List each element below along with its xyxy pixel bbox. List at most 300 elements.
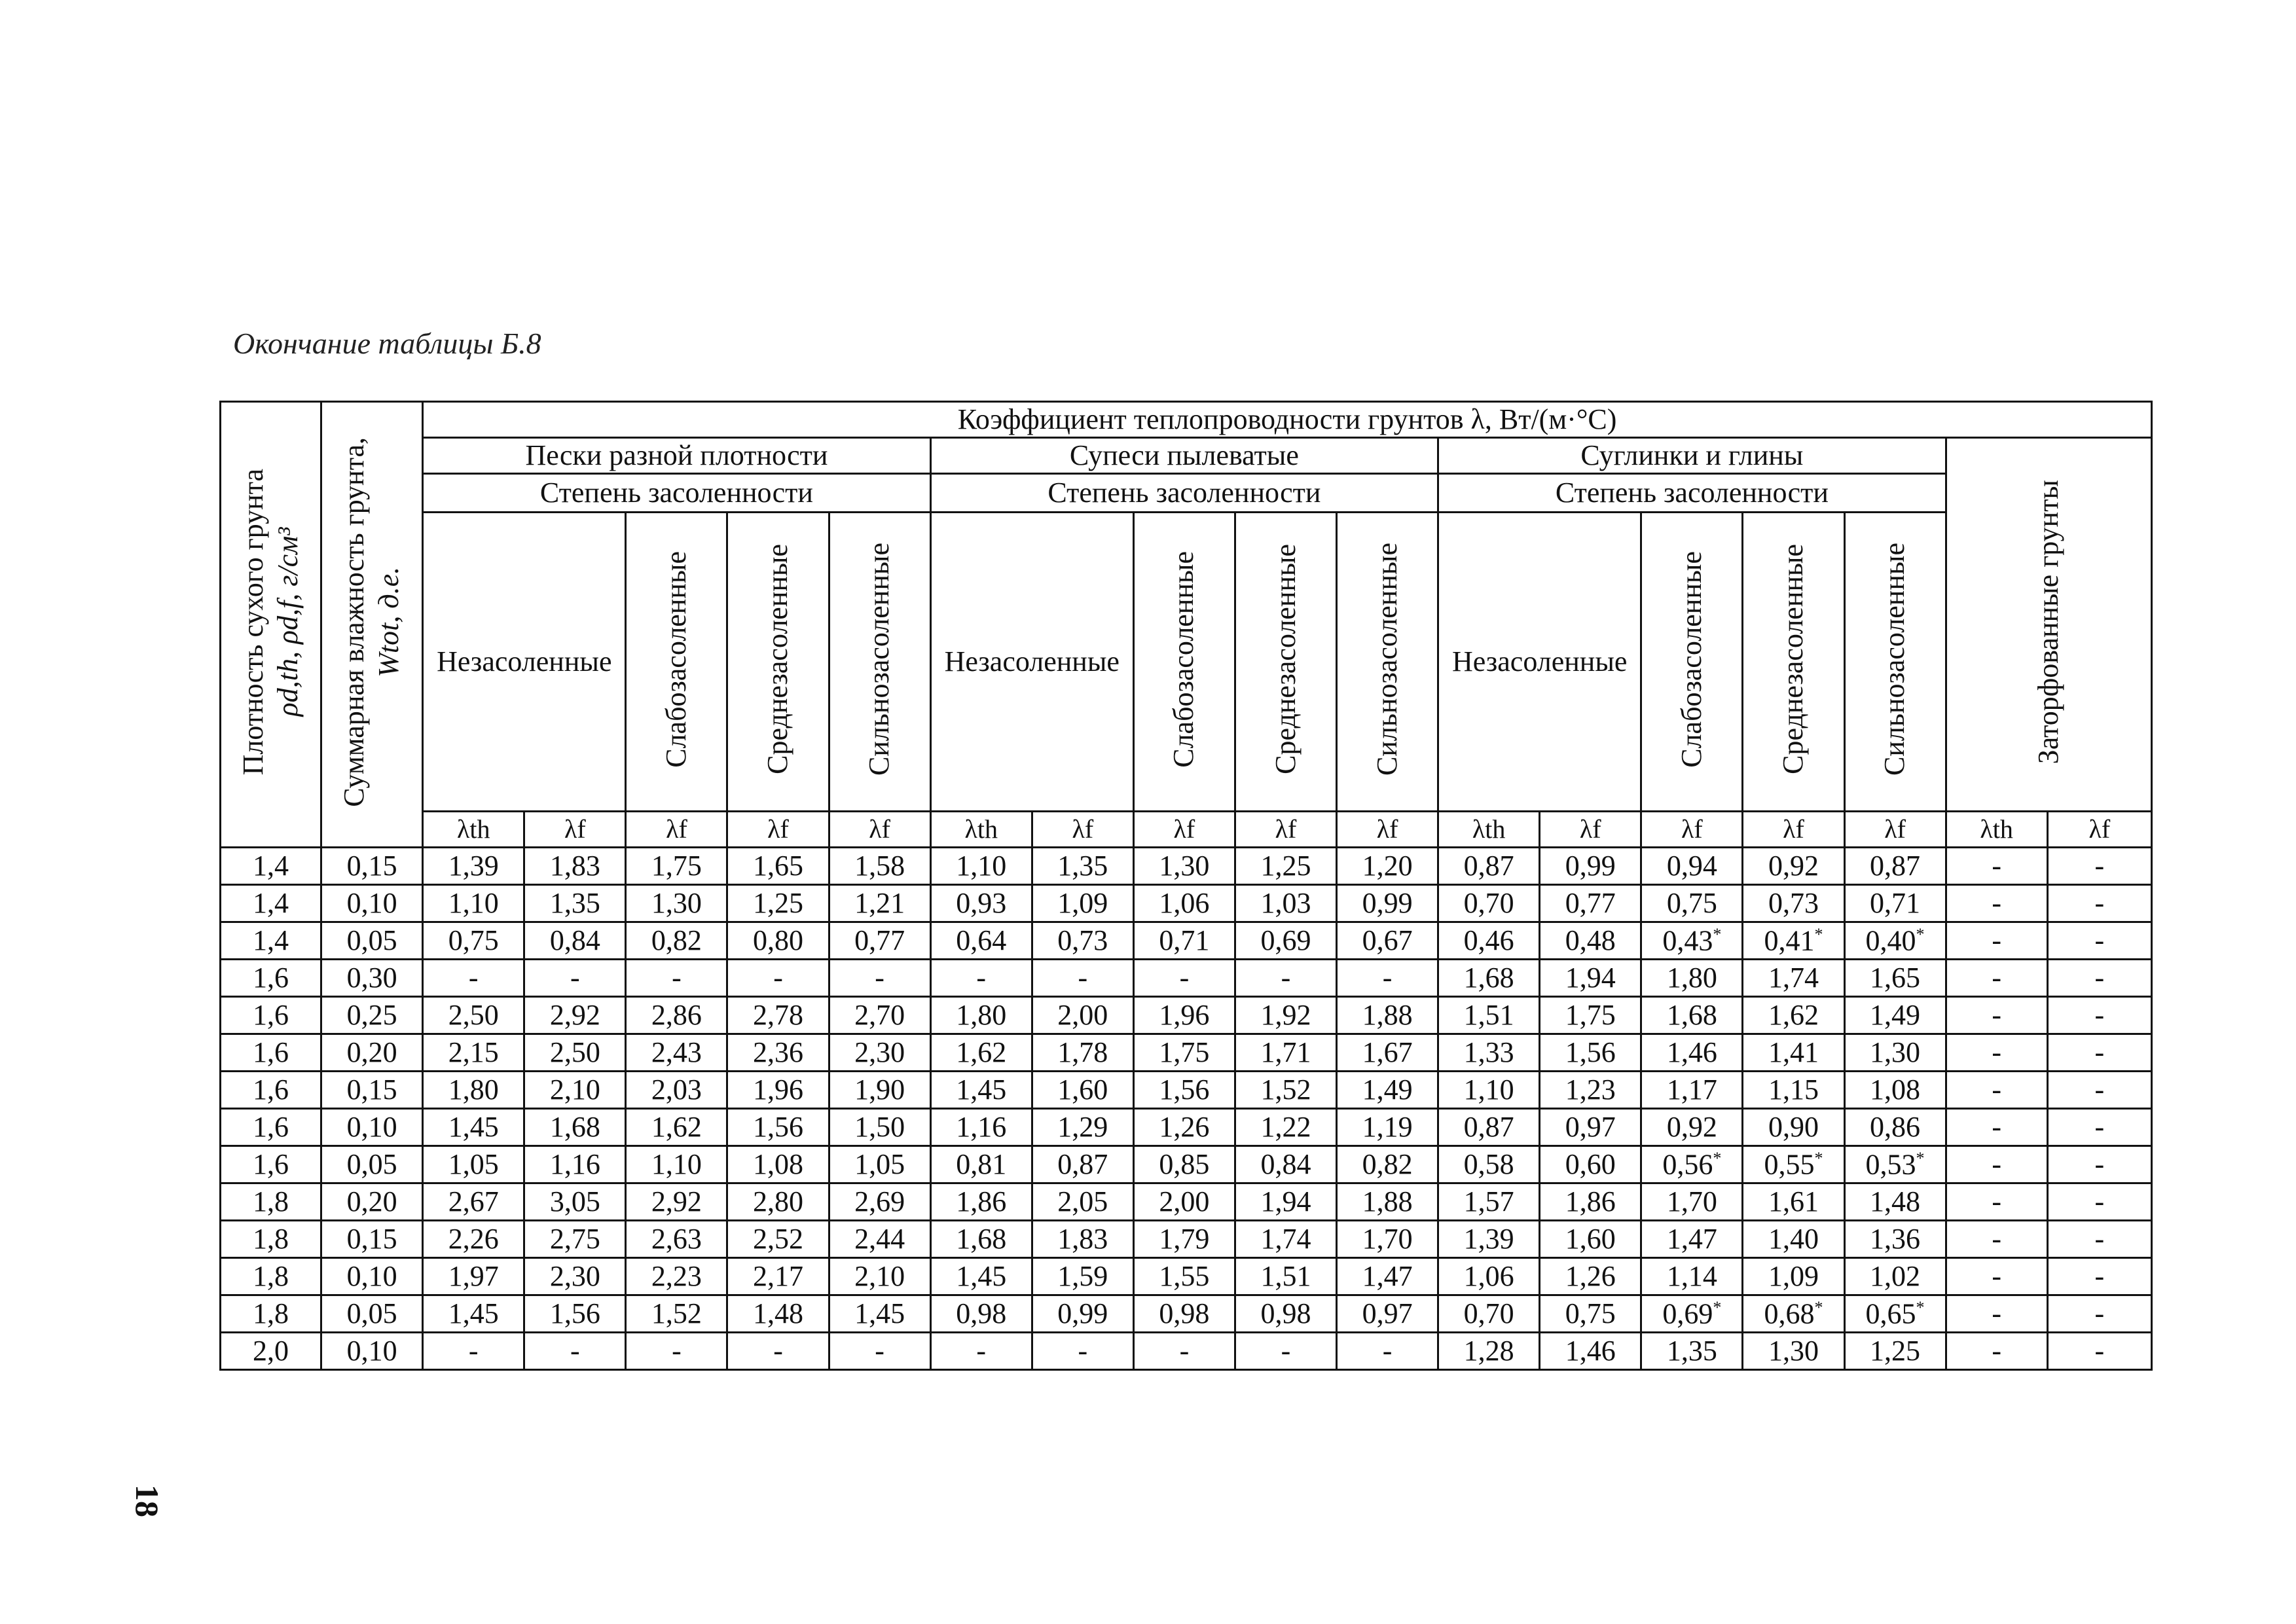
value-cell: - [2047, 1146, 2151, 1183]
value-cell: 1,25 [1844, 1333, 1946, 1370]
salinity-degree-loams: Степень засоленности [1438, 474, 1946, 513]
value-cell: 1,39 [1438, 1221, 1540, 1258]
table-row [221, 1072, 2152, 1109]
value-cell: 1,16 [524, 1146, 626, 1183]
value-cell: 1,10 [1438, 1072, 1540, 1109]
value-cell: 2,80 [727, 1183, 829, 1221]
sands-non-saline: Незасоленные [423, 513, 626, 812]
table-row [221, 1221, 2152, 1258]
value-cell: - [1946, 1146, 2047, 1183]
value-cell: 1,94 [1235, 1183, 1336, 1221]
value-cell: - [1235, 960, 1336, 997]
value-cell: - [829, 960, 930, 997]
value-cell: 0,60 [1540, 1146, 1641, 1183]
value-cell: 1,05 [423, 1146, 524, 1183]
value-cell: 1,35 [1641, 1333, 1743, 1370]
peat-soils-header: Заторфованные грунты [1946, 438, 2151, 812]
value-cell: 0,68* [1743, 1295, 1844, 1333]
value-cell: - [423, 960, 524, 997]
value-cell: - [2047, 1333, 2151, 1370]
value-cell: 1,75 [1540, 997, 1641, 1034]
value-cell: 2,00 [1032, 997, 1133, 1034]
value-cell: 0,69 [1235, 922, 1336, 960]
page-number: 18 [129, 1485, 166, 1517]
moisture-cell: 0,20 [321, 1183, 423, 1221]
value-cell: - [1337, 1333, 1438, 1370]
density-cell: 1,4 [221, 922, 321, 960]
thermal-conductivity-table [219, 401, 2153, 1371]
value-cell: 1,49 [1337, 1072, 1438, 1109]
value-cell: 0,46 [1438, 922, 1540, 960]
value-cell: 1,80 [423, 1072, 524, 1109]
table-row [221, 1034, 2152, 1072]
value-cell: 2,70 [829, 997, 930, 1034]
value-cell: 1,70 [1337, 1221, 1438, 1258]
density-cell: 1,6 [221, 1034, 321, 1072]
value-cell: 0,94 [1641, 848, 1743, 885]
value-cell: 2,52 [727, 1221, 829, 1258]
table-row [221, 1146, 2152, 1183]
value-cell: - [1235, 1333, 1336, 1370]
value-cell: 1,30 [1844, 1034, 1946, 1072]
loams-non-saline: Незасоленные [1438, 513, 1641, 812]
lambda-f: λf [1337, 812, 1438, 848]
value-cell: 2,86 [626, 997, 727, 1034]
table-row [221, 922, 2152, 960]
table-row [221, 1333, 2152, 1370]
value-cell: 0,69* [1641, 1295, 1743, 1333]
value-cell: 1,74 [1743, 960, 1844, 997]
value-cell: 1,14 [1641, 1258, 1743, 1295]
density-cell: 1,8 [221, 1258, 321, 1295]
value-cell: 2,69 [829, 1183, 930, 1221]
value-cell: 0,64 [930, 922, 1032, 960]
value-cell: 1,86 [1540, 1183, 1641, 1221]
value-cell: 1,15 [1743, 1072, 1844, 1109]
value-cell: 1,79 [1133, 1221, 1235, 1258]
moisture-cell: 0,25 [321, 997, 423, 1034]
value-cell: 1,56 [1133, 1072, 1235, 1109]
value-cell: 2,30 [524, 1258, 626, 1295]
value-cell: - [1946, 1221, 2047, 1258]
footnote-marker: * [1814, 1148, 1823, 1168]
sandy-loams-strong-saline: Сильнозасоленные [1337, 513, 1438, 812]
value-cell: - [626, 960, 727, 997]
moisture-cell: 0,05 [321, 1146, 423, 1183]
value-cell: - [1946, 1183, 2047, 1221]
value-cell: - [727, 960, 829, 997]
value-cell: 1,45 [423, 1109, 524, 1146]
value-cell: 0,82 [1337, 1146, 1438, 1183]
value-cell: 0,65* [1844, 1295, 1946, 1333]
value-cell: 1,55 [1133, 1258, 1235, 1295]
salinity-degree-sands: Степень засоленности [423, 474, 930, 513]
moisture-cell: 0,15 [321, 1221, 423, 1258]
value-cell: 1,62 [930, 1034, 1032, 1072]
value-cell: 0,84 [524, 922, 626, 960]
value-cell: 1,50 [829, 1109, 930, 1146]
value-cell: 1,28 [1438, 1333, 1540, 1370]
value-cell: 3,05 [524, 1183, 626, 1221]
sandy-loams-weak-saline: Слабозасоленные [1133, 513, 1235, 812]
value-cell: - [1946, 1034, 2047, 1072]
value-cell: - [524, 1333, 626, 1370]
value-cell: - [2047, 997, 2151, 1034]
density-cell: 2,0 [221, 1333, 321, 1370]
value-cell: - [727, 1333, 829, 1370]
value-cell: - [829, 1333, 930, 1370]
value-cell: 1,68 [930, 1221, 1032, 1258]
value-cell: - [1946, 1333, 2047, 1370]
value-cell: 1,65 [727, 848, 829, 885]
value-cell: 1,06 [1438, 1258, 1540, 1295]
value-cell: 1,46 [1641, 1034, 1743, 1072]
value-cell: 0,98 [1235, 1295, 1336, 1333]
value-cell: 2,63 [626, 1221, 727, 1258]
sands-strong-saline: Сильнозасоленные [829, 513, 930, 812]
density-cell: 1,6 [221, 997, 321, 1034]
density-cell: 1,4 [221, 848, 321, 885]
value-cell: 0,92 [1641, 1109, 1743, 1146]
value-cell: - [524, 960, 626, 997]
table-row [221, 1295, 2152, 1333]
density-header: Плотность сухого грунта ρd,th, ρd,f, г/см³ [221, 402, 321, 848]
value-cell: 1,22 [1235, 1109, 1336, 1146]
lambda-f: λf [1540, 812, 1641, 848]
footnote-marker: * [1916, 1148, 1925, 1168]
value-cell: 1,75 [1133, 1034, 1235, 1072]
table-row [221, 1109, 2152, 1146]
value-cell: 1,33 [1438, 1034, 1540, 1072]
value-cell: 0,67 [1337, 922, 1438, 960]
value-cell: - [2047, 1295, 2151, 1333]
value-cell: 1,75 [626, 848, 727, 885]
value-cell: 1,56 [727, 1109, 829, 1146]
value-cell: 1,88 [1337, 997, 1438, 1034]
value-cell: 1,09 [1743, 1258, 1844, 1295]
value-cell: 1,70 [1641, 1183, 1743, 1221]
value-cell: 1,41 [1743, 1034, 1844, 1072]
density-cell: 1,8 [221, 1221, 321, 1258]
value-cell: 1,68 [1641, 997, 1743, 1034]
value-cell: 0,75 [1540, 1295, 1641, 1333]
value-cell: 0,99 [1337, 885, 1438, 922]
value-cell: - [1946, 885, 2047, 922]
moisture-header: Суммарная влажность грунта, Wtot, д.е. [321, 402, 423, 848]
value-cell: 1,03 [1235, 885, 1336, 922]
value-cell: 2,05 [1032, 1183, 1133, 1221]
value-cell: 2,67 [423, 1183, 524, 1221]
value-cell: 1,30 [626, 885, 727, 922]
value-cell: 1,10 [930, 848, 1032, 885]
density-cell: 1,6 [221, 960, 321, 997]
value-cell: 0,77 [829, 922, 930, 960]
value-cell: - [2047, 1221, 2151, 1258]
value-cell: 1,60 [1540, 1221, 1641, 1258]
value-cell: 1,61 [1743, 1183, 1844, 1221]
footnote-marker: * [1713, 1297, 1722, 1317]
value-cell: 1,35 [524, 885, 626, 922]
value-cell: 1,45 [423, 1295, 524, 1333]
value-cell: 1,96 [727, 1072, 829, 1109]
value-cell: 0,87 [1032, 1146, 1133, 1183]
sandy-loams-medium-saline: Среднезасоленные [1235, 513, 1336, 812]
value-cell: 0,77 [1540, 885, 1641, 922]
value-cell: - [2047, 1183, 2151, 1221]
lambda-f: λf [1844, 812, 1946, 848]
value-cell: 1,19 [1337, 1109, 1438, 1146]
table-row [221, 960, 2152, 997]
conductivity-title: Коэффициент теплопроводности грунтов λ, Вт/(м·°С) [423, 402, 2152, 438]
value-cell: 1,51 [1438, 997, 1540, 1034]
value-cell: 2,78 [727, 997, 829, 1034]
value-cell: 0,97 [1540, 1109, 1641, 1146]
value-cell: 1,25 [727, 885, 829, 922]
value-cell: 2,03 [626, 1072, 727, 1109]
value-cell: 1,68 [1438, 960, 1540, 997]
value-cell: 1,20 [1337, 848, 1438, 885]
lambda-f: λf [2047, 812, 2151, 848]
value-cell: - [1946, 1258, 2047, 1295]
value-cell: 0,43* [1641, 922, 1743, 960]
value-cell: - [1946, 1109, 2047, 1146]
density-cell: 1,8 [221, 1183, 321, 1221]
footnote-marker: * [1916, 1297, 1925, 1317]
value-cell: 1,30 [1743, 1333, 1844, 1370]
value-cell: 0,73 [1743, 885, 1844, 922]
value-cell: 1,71 [1235, 1034, 1336, 1072]
value-cell: 1,09 [1032, 885, 1133, 922]
value-cell: 0,87 [1438, 1109, 1540, 1146]
value-cell: 0,99 [1032, 1295, 1133, 1333]
loams-medium-saline: Среднезасоленные [1743, 513, 1844, 812]
value-cell: 1,67 [1337, 1034, 1438, 1072]
value-cell: 1,02 [1844, 1258, 1946, 1295]
footnote-marker: * [1814, 924, 1823, 944]
table-row [221, 885, 2152, 922]
value-cell: - [1946, 848, 2047, 885]
value-cell: 0,81 [930, 1146, 1032, 1183]
value-cell: 1,74 [1235, 1221, 1336, 1258]
value-cell: 1,17 [1641, 1072, 1743, 1109]
value-cell: 2,10 [829, 1258, 930, 1295]
lambda-th: λth [1438, 812, 1540, 848]
value-cell: 0,71 [1133, 922, 1235, 960]
value-cell: 2,30 [829, 1034, 930, 1072]
value-cell: 1,21 [829, 885, 930, 922]
value-cell: 0,85 [1133, 1146, 1235, 1183]
value-cell: 1,97 [423, 1258, 524, 1295]
density-cell: 1,4 [221, 885, 321, 922]
value-cell: 1,39 [423, 848, 524, 885]
value-cell: 0,86 [1844, 1109, 1946, 1146]
value-cell: 1,48 [727, 1295, 829, 1333]
value-cell: 1,94 [1540, 960, 1641, 997]
lambda-f: λf [829, 812, 930, 848]
group-loams-clays: Суглинки и глины [1438, 438, 1946, 474]
moisture-cell: 0,10 [321, 885, 423, 922]
density-cell: 1,6 [221, 1146, 321, 1183]
sandy-loams-non-saline: Незасоленные [930, 513, 1133, 812]
footnote-marker: * [1713, 1148, 1722, 1168]
value-cell: 0,55* [1743, 1146, 1844, 1183]
value-cell: - [930, 960, 1032, 997]
value-cell: - [1946, 922, 2047, 960]
value-cell: 0,71 [1844, 885, 1946, 922]
value-cell: 2,75 [524, 1221, 626, 1258]
value-cell: 2,50 [524, 1034, 626, 1072]
value-cell: 0,98 [930, 1295, 1032, 1333]
lambda-f: λf [1641, 812, 1743, 848]
value-cell: 2,92 [524, 997, 626, 1034]
value-cell: 1,51 [1235, 1258, 1336, 1295]
value-cell: 1,16 [930, 1109, 1032, 1146]
value-cell: 1,47 [1337, 1258, 1438, 1295]
value-cell: 0,75 [1641, 885, 1743, 922]
value-cell: 0,58 [1438, 1146, 1540, 1183]
value-cell: 1,05 [829, 1146, 930, 1183]
value-cell: 0,98 [1133, 1295, 1235, 1333]
lambda-f: λf [524, 812, 626, 848]
value-cell: 1,10 [626, 1146, 727, 1183]
value-cell: 1,90 [829, 1072, 930, 1109]
value-cell: 2,92 [626, 1183, 727, 1221]
value-cell: 1,92 [1235, 997, 1336, 1034]
value-cell: 1,83 [1032, 1221, 1133, 1258]
value-cell: 1,57 [1438, 1183, 1540, 1221]
value-cell: - [2047, 848, 2151, 885]
value-cell: 1,80 [1641, 960, 1743, 997]
value-cell: 1,96 [1133, 997, 1235, 1034]
value-cell: 1,56 [1540, 1034, 1641, 1072]
value-cell: - [2047, 960, 2151, 997]
value-cell: 1,62 [626, 1109, 727, 1146]
value-cell: 2,17 [727, 1258, 829, 1295]
value-cell: 2,00 [1133, 1183, 1235, 1221]
lambda-f: λf [1235, 812, 1336, 848]
value-cell: - [423, 1333, 524, 1370]
table-row [221, 997, 2152, 1034]
value-cell: 0,92 [1743, 848, 1844, 885]
value-cell: - [1946, 1072, 2047, 1109]
value-cell: - [1946, 1295, 2047, 1333]
loams-weak-saline: Слабозасоленные [1641, 513, 1743, 812]
lambda-f: λf [1133, 812, 1235, 848]
lambda-f: λf [727, 812, 829, 848]
value-cell: 0,48 [1540, 922, 1641, 960]
value-cell: 1,49 [1844, 997, 1946, 1034]
moisture-cell: 0,15 [321, 848, 423, 885]
value-cell: 0,75 [423, 922, 524, 960]
table-row [221, 1258, 2152, 1295]
value-cell: 0,90 [1743, 1109, 1844, 1146]
value-cell: - [1337, 960, 1438, 997]
value-cell: - [1032, 1333, 1133, 1370]
value-cell: 0,73 [1032, 922, 1133, 960]
value-cell: 1,59 [1032, 1258, 1133, 1295]
value-cell: 1,26 [1133, 1109, 1235, 1146]
lambda-f: λf [626, 812, 727, 848]
value-cell: 1,48 [1844, 1183, 1946, 1221]
value-cell: 0,93 [930, 885, 1032, 922]
density-cell: 1,6 [221, 1109, 321, 1146]
value-cell: 1,46 [1540, 1333, 1641, 1370]
value-cell: 1,10 [423, 885, 524, 922]
table-row [221, 848, 2152, 885]
value-cell: - [1946, 997, 2047, 1034]
value-cell: 1,25 [1235, 848, 1336, 885]
value-cell: - [2047, 885, 2151, 922]
value-cell: 2,50 [423, 997, 524, 1034]
value-cell: 1,65 [1844, 960, 1946, 997]
value-cell: - [1133, 1333, 1235, 1370]
salinity-degree-sandy-loams: Степень засоленности [930, 474, 1438, 513]
value-cell: 1,60 [1032, 1072, 1133, 1109]
value-cell: 1,35 [1032, 848, 1133, 885]
value-cell: 1,23 [1540, 1072, 1641, 1109]
value-cell: 0,82 [626, 922, 727, 960]
value-cell: 1,52 [1235, 1072, 1336, 1109]
value-cell: 1,08 [1844, 1072, 1946, 1109]
value-cell: 1,80 [930, 997, 1032, 1034]
value-cell: 2,10 [524, 1072, 626, 1109]
value-cell: 0,80 [727, 922, 829, 960]
value-cell: 1,45 [930, 1072, 1032, 1109]
value-cell: 0,87 [1844, 848, 1946, 885]
moisture-cell: 0,05 [321, 1295, 423, 1333]
value-cell: 1,62 [1743, 997, 1844, 1034]
lambda-f: λf [1743, 812, 1844, 848]
value-cell: - [1946, 960, 2047, 997]
value-cell: - [2047, 1034, 2151, 1072]
value-cell: - [2047, 1258, 2151, 1295]
value-cell: 0,41* [1743, 922, 1844, 960]
lambda-f: λf [1032, 812, 1133, 848]
value-cell: 2,23 [626, 1258, 727, 1295]
sands-weak-saline: Слабозасоленные [626, 513, 727, 812]
value-cell: 0,56* [1641, 1146, 1743, 1183]
moisture-cell: 0,05 [321, 922, 423, 960]
value-cell: 0,53* [1844, 1146, 1946, 1183]
moisture-cell: 0,10 [321, 1333, 423, 1370]
value-cell: 1,56 [524, 1295, 626, 1333]
value-cell: 1,45 [930, 1258, 1032, 1295]
value-cell: 1,08 [727, 1146, 829, 1183]
moisture-cell: 0,30 [321, 960, 423, 997]
value-cell: 0,40* [1844, 922, 1946, 960]
value-cell: - [1133, 960, 1235, 997]
value-cell: 1,58 [829, 848, 930, 885]
footnote-marker: * [1916, 924, 1925, 944]
value-cell: - [2047, 1109, 2151, 1146]
lambda-th: λth [930, 812, 1032, 848]
footnote-marker: * [1713, 924, 1722, 944]
value-cell: - [2047, 922, 2151, 960]
group-sandy-loams: Супеси пылеватые [930, 438, 1438, 474]
value-cell: 1,40 [1743, 1221, 1844, 1258]
moisture-cell: 0,15 [321, 1072, 423, 1109]
value-cell: 2,26 [423, 1221, 524, 1258]
lambda-th: λth [423, 812, 524, 848]
value-cell: 1,26 [1540, 1258, 1641, 1295]
value-cell: 1,06 [1133, 885, 1235, 922]
value-cell: 1,88 [1337, 1183, 1438, 1221]
value-cell: - [1032, 960, 1133, 997]
value-cell: 0,70 [1438, 1295, 1540, 1333]
value-cell: 1,86 [930, 1183, 1032, 1221]
value-cell: 1,29 [1032, 1109, 1133, 1146]
value-cell: 2,44 [829, 1221, 930, 1258]
